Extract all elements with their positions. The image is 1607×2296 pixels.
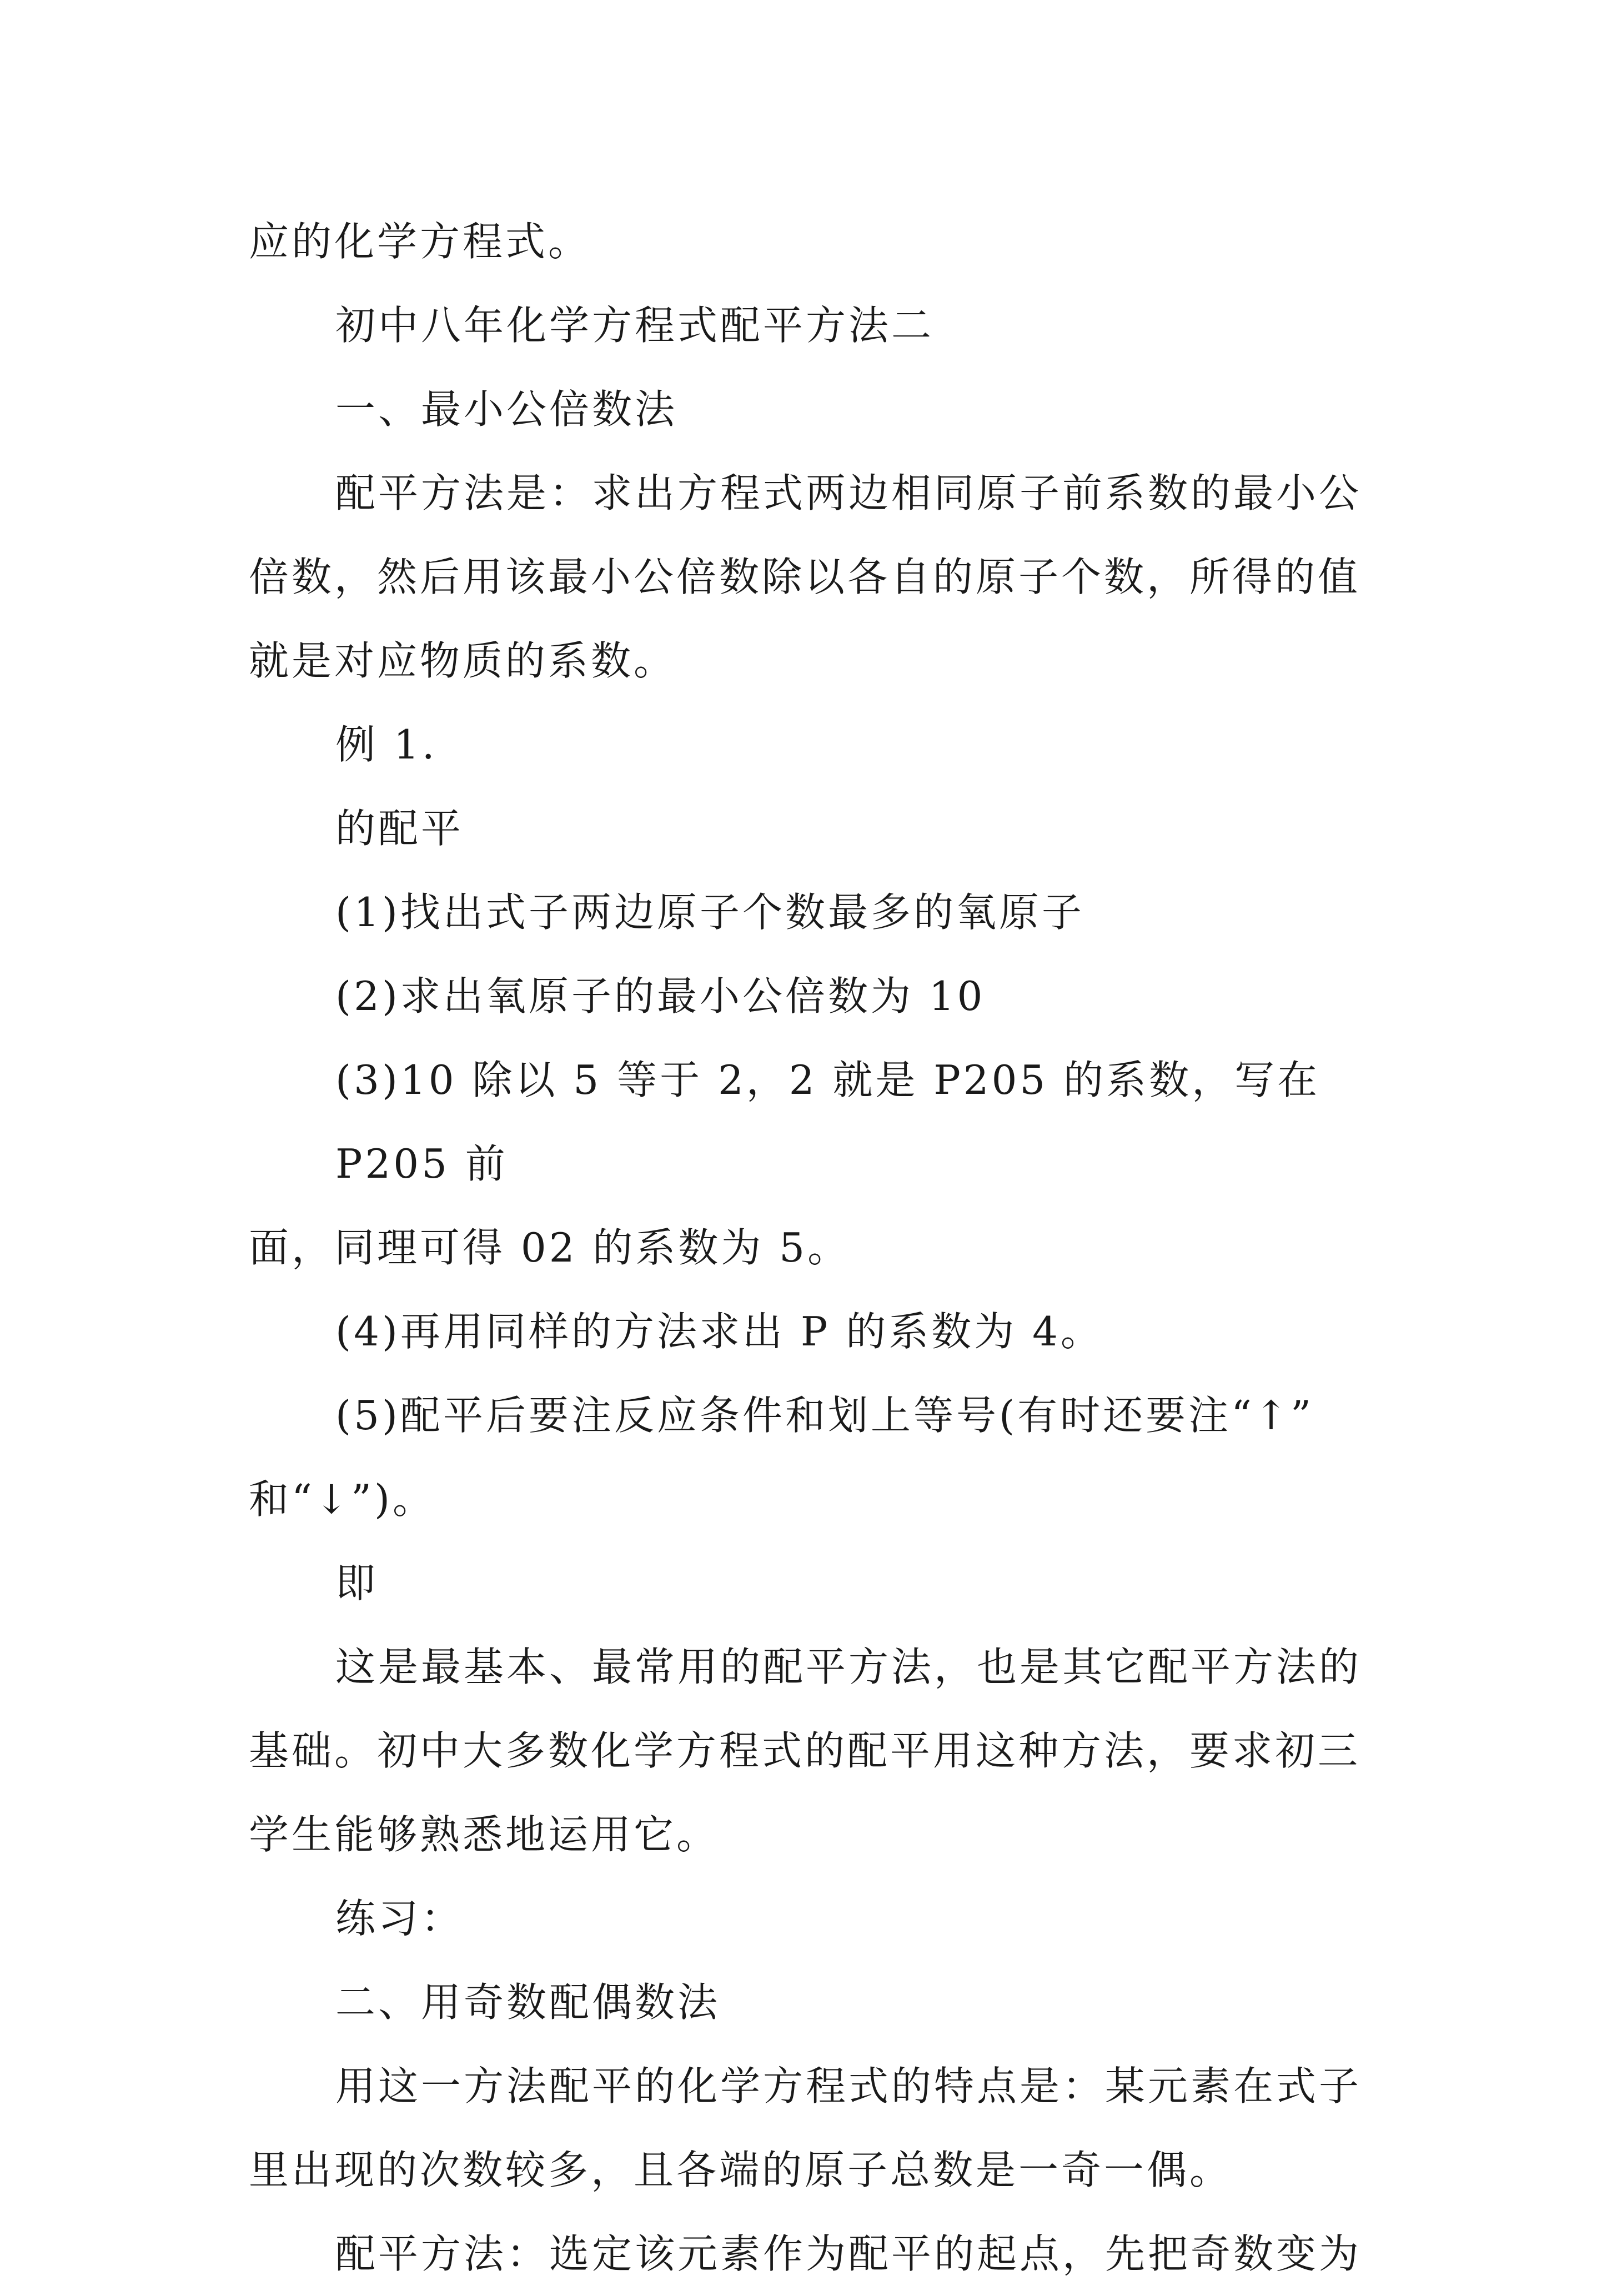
paragraph-line: 配平方法：选定该元素作为配平的起点，先把奇数变为 xyxy=(335,2230,1362,2277)
paragraph-line: 里出现的次数较多，且各端的原子总数是一奇一偶。 xyxy=(249,2147,1233,2193)
paragraph-line: 倍数，然后用该最小公倍数除以各自的原子个数，所得的值 xyxy=(249,554,1361,600)
paragraph-line: 配平方法是：求出方程式两边相同原子前系数的最小公 xyxy=(335,470,1362,516)
paragraph-line: 这是最基本、最常用的配平方法，也是其它配平方法的 xyxy=(335,1644,1362,1690)
paragraph-line: 即 xyxy=(335,1560,379,1606)
paragraph-line: 基础。初中大多数化学方程式的配平用这种方法，要求初三 xyxy=(249,1727,1361,1774)
step-line: (2)求出氧原子的最小公倍数为 10 xyxy=(335,973,986,1019)
paragraph-line: 用这一方法配平的化学方程式的特点是：某元素在式子 xyxy=(335,2063,1362,2109)
paragraph-line: 和“↓”)。 xyxy=(249,1476,436,1523)
step-line: (4)再用同样的方法求出 P 的系数为 4。 xyxy=(335,1308,1103,1355)
paragraph-line: 应的化学方程式。 xyxy=(249,218,591,265)
step-line: (5)配平后要注反应条件和划上等号(有时还要注“↑” xyxy=(335,1392,1314,1439)
step-line: (3)10 除以 5 等于 2，2 就是 P205 的系数，写在 P205 前 xyxy=(335,1057,1336,1187)
step-line: (1)找出式子两边原子个数最多的氧原子 xyxy=(335,889,1084,936)
subsection-heading: 二、用奇数配偶数法 xyxy=(335,1979,721,2026)
section-heading: 初中八年化学方程式配平方法二 xyxy=(335,302,935,349)
paragraph-line: 面，同理可得 02 的系数为 5。 xyxy=(249,1224,851,1271)
subsection-heading: 一、最小公倍数法 xyxy=(335,386,678,433)
paragraph-line: 就是对应物质的系数。 xyxy=(249,637,677,684)
example-label: 例 1. xyxy=(335,721,438,768)
paragraph-line: 的配平 xyxy=(335,805,464,852)
exercise-label: 练习： xyxy=(335,1895,464,1942)
paragraph-line: 学生能够熟悉地运用它。 xyxy=(249,1811,720,1858)
document-page xyxy=(249,200,1370,2296)
